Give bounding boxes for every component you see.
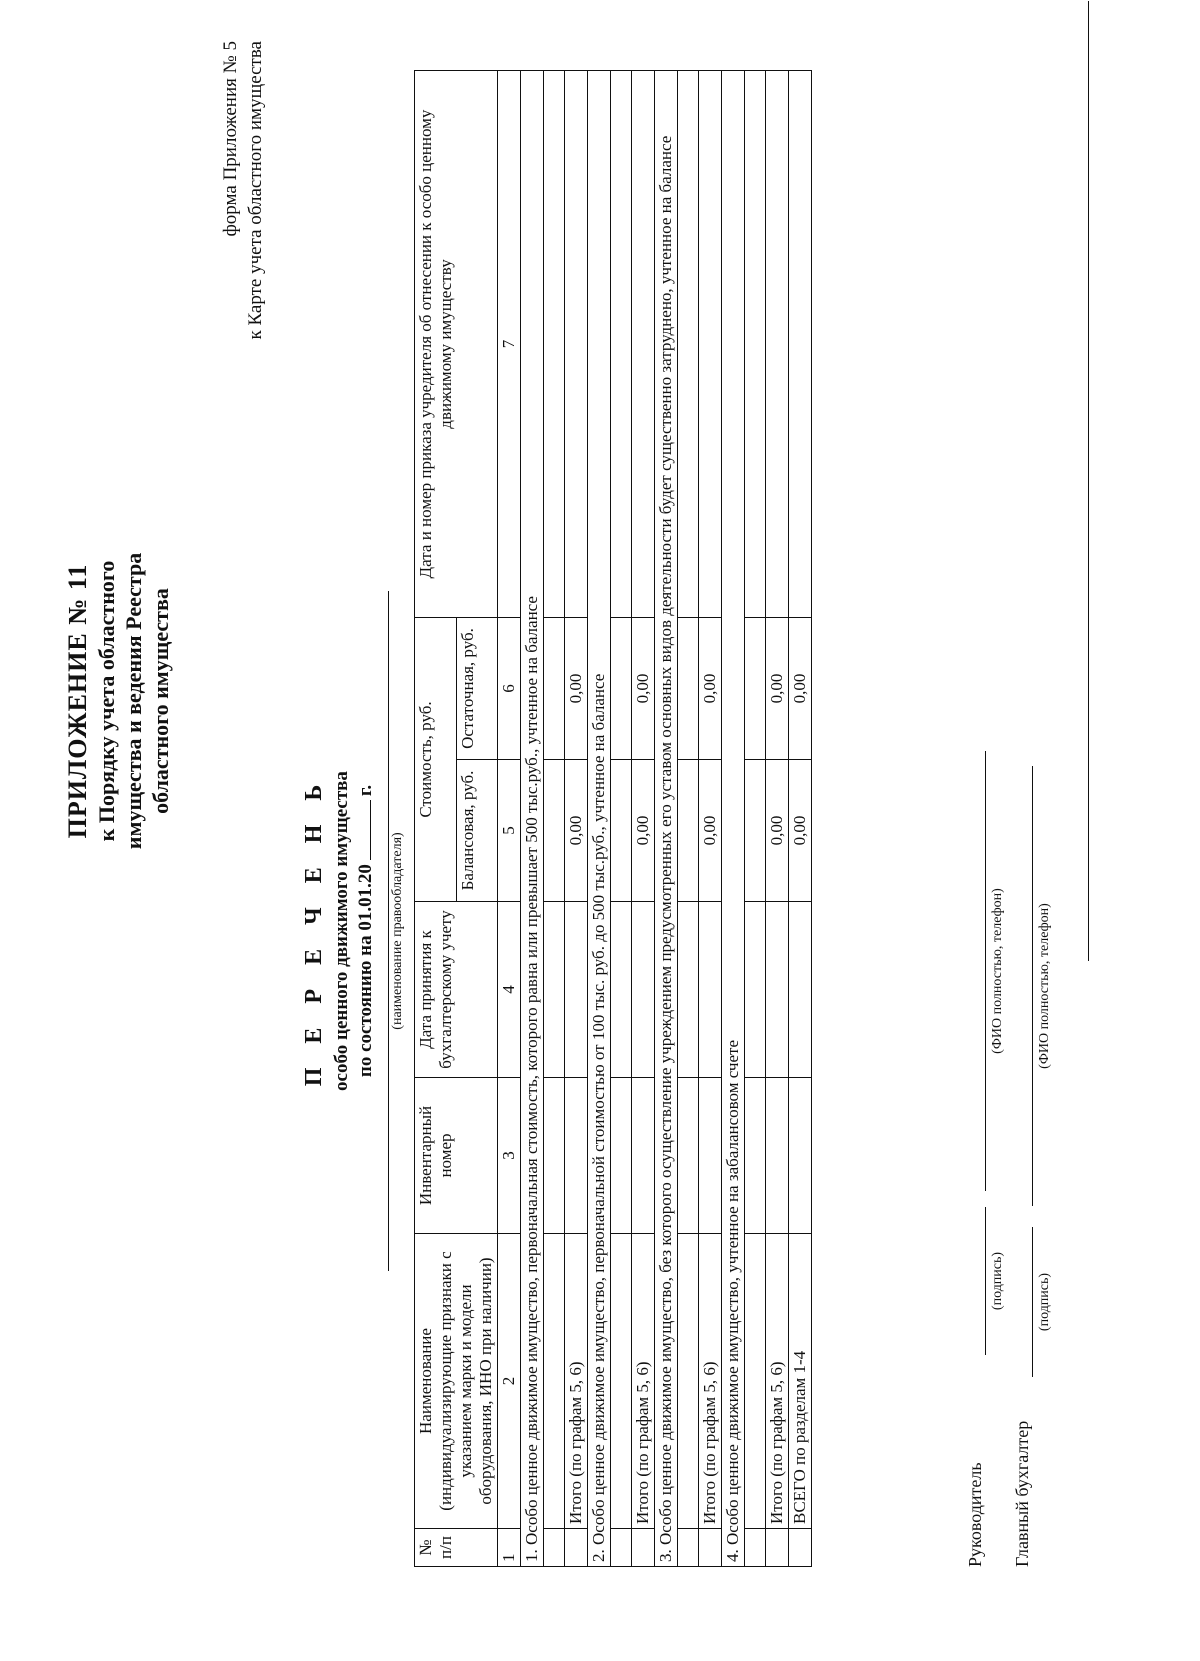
head-label: Руководитель bbox=[965, 1462, 985, 1567]
empty-cell bbox=[766, 902, 789, 1078]
empty-cell[interactable] bbox=[544, 618, 565, 760]
section-row bbox=[588, 71, 611, 1567]
column-number: 3 bbox=[498, 1078, 521, 1234]
col-header-inventory: Инвентарный номер bbox=[415, 1078, 498, 1234]
empty-cell[interactable] bbox=[678, 618, 699, 760]
appendix-line-2: имущества и ведения Реестра bbox=[121, 552, 146, 850]
empty-cell bbox=[565, 902, 588, 1078]
empty-cell[interactable] bbox=[745, 760, 766, 902]
accountant-fio-caption: (ФИО полностью, телефон) bbox=[1037, 903, 1052, 1069]
column-number: 4 bbox=[498, 902, 521, 1078]
column-number: 2 bbox=[498, 1234, 521, 1529]
table-header-row bbox=[415, 71, 457, 1567]
document-title bbox=[298, 621, 378, 1241]
empty-cell[interactable] bbox=[678, 1234, 699, 1529]
form-note bbox=[218, 41, 268, 621]
empty-cell[interactable] bbox=[745, 71, 766, 618]
empty-cell bbox=[789, 1078, 812, 1234]
empty-cell[interactable] bbox=[678, 1529, 699, 1567]
table-row bbox=[544, 71, 565, 1567]
section-3-title: 3. Особо ценное движимое имущество, без которого осуществление учреждением предусмотренных его уставом основных видов деятельности будет существенно затруднено, учтенное на балансе bbox=[655, 71, 678, 1567]
col-header-balance: Балансовая, руб. bbox=[456, 760, 498, 902]
appendix-line-1: к Порядку учета областного bbox=[94, 560, 119, 842]
section-3-balance: 0,00 bbox=[699, 760, 722, 902]
empty-cell bbox=[766, 71, 789, 618]
empty-cell[interactable] bbox=[745, 902, 766, 1078]
section-1-title: 1. Особо ценное движимое имущество, первоначальная стоимость, которого равна или превышает 500 тыс.руб., учтенное на балансе bbox=[521, 71, 544, 1567]
accountant-fio-line[interactable] bbox=[1032, 766, 1033, 1206]
grand-total-label: ВСЕГО по разделам 1-4 bbox=[789, 1234, 812, 1529]
grand-total-residual: 0,00 bbox=[789, 618, 812, 760]
empty-cell bbox=[789, 1529, 812, 1567]
section-4-total-label: Итого (по графам 5, 6) bbox=[766, 1234, 789, 1529]
empty-cell[interactable] bbox=[745, 1234, 766, 1529]
col-header-cost: Стоимость, руб. bbox=[415, 618, 457, 902]
appendix-line-3: областного имущества bbox=[148, 588, 173, 814]
section-1-balance: 0,00 bbox=[565, 760, 588, 902]
empty-cell[interactable] bbox=[544, 71, 565, 618]
empty-cell bbox=[699, 902, 722, 1078]
form-note-line-1: форма Приложения № 5 bbox=[220, 41, 241, 237]
column-number: 7 bbox=[498, 71, 521, 618]
col-header-order: Дата и номер приказа учредителя об отнесении к особо ценному движимому имуществу bbox=[415, 71, 498, 618]
empty-cell bbox=[789, 902, 812, 1078]
accountant-sign-caption: (подпись) bbox=[1037, 1272, 1052, 1332]
empty-cell[interactable] bbox=[544, 760, 565, 902]
empty-cell[interactable] bbox=[611, 71, 632, 618]
head-fio-line[interactable] bbox=[985, 751, 986, 1191]
empty-cell[interactable] bbox=[678, 902, 699, 1078]
section-1-residual: 0,00 bbox=[565, 618, 588, 760]
empty-cell[interactable] bbox=[678, 71, 699, 618]
table-row bbox=[745, 71, 766, 1567]
col-header-accept-date: Дата принятия к бухгалтерскому учету bbox=[415, 902, 498, 1078]
empty-cell bbox=[565, 1078, 588, 1234]
table-row bbox=[678, 71, 699, 1567]
head-sign-line[interactable] bbox=[985, 1207, 986, 1355]
col-header-number: № п/п bbox=[415, 1529, 498, 1567]
section-4-balance: 0,00 bbox=[766, 760, 789, 902]
section-4-residual: 0,00 bbox=[766, 618, 789, 760]
form-note-line-2: к Карте учета областного имущества bbox=[245, 41, 266, 340]
section-1-total-label: Итого (по графам 5, 6) bbox=[565, 1234, 588, 1529]
empty-cell[interactable] bbox=[745, 1078, 766, 1234]
empty-cell bbox=[565, 1529, 588, 1567]
empty-cell[interactable] bbox=[544, 1529, 565, 1567]
title-main: П Е Р Е Ч Е Н Ь bbox=[301, 775, 327, 1087]
empty-cell[interactable] bbox=[678, 1078, 699, 1234]
empty-cell bbox=[632, 1078, 655, 1234]
total-row bbox=[565, 71, 588, 1567]
total-row bbox=[766, 71, 789, 1567]
column-number: 5 bbox=[498, 760, 521, 902]
total-row bbox=[699, 71, 722, 1567]
section-2-balance: 0,00 bbox=[632, 760, 655, 902]
empty-cell[interactable] bbox=[544, 1234, 565, 1529]
empty-cell bbox=[699, 1078, 722, 1234]
section-2-title: 2. Особо ценное движимое имущество, первоначальной стоимостью от 100 тыс. руб. до 500 тыс.руб., учтенное на балансе bbox=[588, 71, 611, 1567]
section-4-title: 4. Особо ценное движимое имущество, учтенное на забалансовом счете bbox=[722, 71, 745, 1567]
empty-cell bbox=[766, 1529, 789, 1567]
property-table bbox=[414, 70, 812, 1567]
section-row bbox=[655, 71, 678, 1567]
column-number-row bbox=[498, 71, 521, 1567]
appendix-title: ПРИЛОЖЕНИЕ № 11 bbox=[63, 563, 92, 839]
empty-cell[interactable] bbox=[611, 1234, 632, 1529]
section-3-residual: 0,00 bbox=[699, 618, 722, 760]
appendix-header bbox=[64, 501, 174, 901]
empty-cell bbox=[699, 71, 722, 618]
col-header-residual: Остаточная, руб. bbox=[456, 618, 498, 760]
accountant-label: Главный бухгалтер bbox=[1012, 1420, 1032, 1567]
date-blank-line[interactable] bbox=[370, 800, 371, 860]
section-3-total-label: Итого (по графам 5, 6) bbox=[699, 1234, 722, 1529]
title-date-suffix: г. bbox=[355, 784, 376, 797]
section-2-total-label: Итого (по графам 5, 6) bbox=[632, 1234, 655, 1529]
column-number: 6 bbox=[498, 618, 521, 760]
empty-cell[interactable] bbox=[611, 902, 632, 1078]
empty-cell bbox=[789, 71, 812, 618]
holder-caption: (наименование правообладателя) bbox=[388, 591, 406, 1271]
head-fio-caption: (ФИО полностью, телефон) bbox=[990, 888, 1005, 1054]
section-row bbox=[722, 71, 745, 1567]
empty-cell bbox=[699, 1529, 722, 1567]
empty-cell[interactable] bbox=[678, 760, 699, 902]
empty-cell[interactable] bbox=[745, 1529, 766, 1567]
empty-cell bbox=[632, 902, 655, 1078]
col-header-name: Наименование (индивидуализирующие признаки с указанием марки и модели оборудования, ИНО при наличии) bbox=[415, 1234, 498, 1529]
empty-cell bbox=[766, 1078, 789, 1234]
total-row bbox=[632, 71, 655, 1567]
head-sign-caption: (подпись) bbox=[990, 1251, 1005, 1311]
empty-cell[interactable] bbox=[745, 618, 766, 760]
column-number: 1 bbox=[498, 1529, 521, 1567]
accountant-sign-line[interactable] bbox=[1032, 1227, 1033, 1377]
grand-total-balance: 0,00 bbox=[789, 760, 812, 902]
title-date bbox=[354, 621, 378, 1241]
grand-total-row bbox=[789, 71, 812, 1567]
empty-cell bbox=[565, 71, 588, 618]
section-2-residual: 0,00 bbox=[632, 618, 655, 760]
empty-cell[interactable] bbox=[611, 1529, 632, 1567]
title-date-prefix: по состоянию на 01.01.20 bbox=[355, 864, 376, 1078]
empty-cell[interactable] bbox=[611, 760, 632, 902]
empty-cell[interactable] bbox=[544, 1078, 565, 1234]
table-row bbox=[611, 71, 632, 1567]
empty-cell[interactable] bbox=[611, 1078, 632, 1234]
empty-cell bbox=[632, 71, 655, 618]
bottom-rule bbox=[1088, 1, 1089, 961]
title-subtitle: особо ценного движимого имущества bbox=[331, 771, 352, 1091]
empty-cell[interactable] bbox=[544, 902, 565, 1078]
section-row bbox=[521, 71, 544, 1567]
empty-cell[interactable] bbox=[611, 618, 632, 760]
empty-cell bbox=[632, 1529, 655, 1567]
